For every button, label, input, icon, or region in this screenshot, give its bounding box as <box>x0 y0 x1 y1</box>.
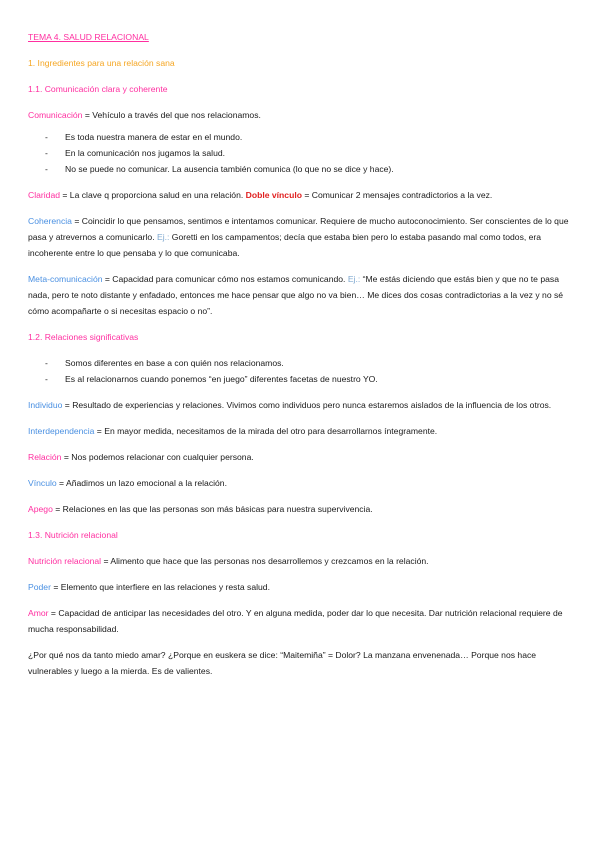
def-doble-vinculo: = Comunicar 2 mensajes contradictorios a la vez. <box>301 190 493 200</box>
def-vinculo: = Añadimos un lazo emocional a la relación. <box>56 478 227 488</box>
definition-claridad <box>28 187 572 203</box>
term-poder: Poder <box>28 582 51 592</box>
def-individuo: = Resultado de experiencias y relaciones. Vivimos como individuos pero nunca estaremos aislados de la influencia de los otros. <box>62 400 552 410</box>
term-coherencia: Coherencia <box>28 216 72 226</box>
relaciones-bullet-list <box>28 355 572 387</box>
term-individuo: Individuo <box>28 400 63 410</box>
subsection-heading-1-1: 1.1. Comunicación clara y coherente <box>28 84 168 94</box>
term-amor: Amor <box>28 608 49 618</box>
document-title: TEMA 4. SALUD RELACIONAL <box>28 32 149 42</box>
example-meta-comunicacion: “Me estás diciendo que estás bien y que no te pasa nada, pero te noto distante y enfadado, entonces me hace pensar que algo no va bien… Me dices dos cosas contradictorias a la vez y no sé cómo acompañarte o si necesitas espacio o no”. <box>28 274 564 316</box>
list-item: - Somos diferentes en base a con quién nos relacionamos. <box>28 355 572 371</box>
def-coherencia: = Coincidir lo que pensamos, sentimos e intentamos comunicar. Requiere de mucho autoconocimiento. Ser conscientes de lo que pasa y atrevernos a comunicarlo. <box>28 216 569 242</box>
term-nutricion-relacional: Nutrición relacional <box>28 556 102 566</box>
definition-meta-comunicacion <box>28 271 572 319</box>
def-claridad: = La clave q proporciona salud en una relación. <box>60 190 246 200</box>
definition-interdependencia <box>28 423 572 439</box>
def-amor: = Capacidad de anticipar las necesidades del otro. Y en alguna medida, poder dar lo que necesita. Dar nutrición relacional requiere de mucha responsabilidad. <box>28 608 563 634</box>
term-comunicacion: Comunicación <box>28 110 83 120</box>
section-heading-1: 1. Ingredientes para una relación sana <box>28 58 175 68</box>
definition-coherencia <box>28 213 572 261</box>
definition-individuo <box>28 397 572 413</box>
example-label: Ej.: <box>156 232 170 242</box>
def-poder: = Elemento que interfiere en las relaciones y resta salud. <box>50 582 270 592</box>
definition-nutricion-relacional <box>28 553 572 569</box>
definition-relacion <box>28 449 572 465</box>
example-coherencia: Goretti en los campamentos; decía que estaba bien pero lo estaba pasando mal como todos, era incoherente entre lo que pensaba y lo que comunicaba. <box>28 232 542 258</box>
term-interdependencia: Interdependencia <box>28 426 95 436</box>
def-comunicacion: = Vehículo a través del que nos relacionamos. <box>82 110 261 120</box>
def-apego: = Relaciones en las que las personas son más básicas para nuestra supervivencia. <box>52 504 373 514</box>
definition-vinculo <box>28 475 572 491</box>
closing-paragraph: ¿Por qué nos da tanto miedo amar? ¿Porque en euskera se dice: “Maitemiña” = Dolor? La manzana envenenada… Porque nos hace vulnerables y luego a la mierda. Es de valientes. <box>28 650 537 676</box>
definition-apego <box>28 501 572 517</box>
def-nutricion-relacional: = Alimento que hace que las personas nos desarrollemos y crezcamos en la relación. <box>101 556 429 566</box>
example-label: Ej.: <box>347 274 361 284</box>
definition-poder <box>28 579 572 595</box>
term-claridad: Claridad <box>28 190 61 200</box>
term-relacion: Relación <box>28 452 62 462</box>
definition-comunicacion <box>28 107 572 123</box>
list-item: - Es al relacionarnos cuando ponemos “en juego” diferentes facetas de nuestro YO. <box>28 371 572 387</box>
comunicacion-bullet-list <box>28 129 572 177</box>
def-relacion: = Nos podemos relacionar con cualquier persona. <box>61 452 254 462</box>
list-item: - En la comunicación nos jugamos la salud. <box>28 145 572 161</box>
def-interdependencia: = En mayor medida, necesitamos de la mirada del otro para desarrollarnos íntegramente. <box>94 426 438 436</box>
subsection-heading-1-3: 1.3. Nutrición relacional <box>28 530 118 540</box>
term-doble-vinculo: Doble vínculo <box>245 190 302 200</box>
term-apego: Apego <box>28 504 53 514</box>
list-item: - No se puede no comunicar. La ausencia también comunica (lo que no se dice y hace). <box>28 161 572 177</box>
term-vinculo: Vínculo <box>28 478 57 488</box>
list-item: - Es toda nuestra manera de estar en el mundo. <box>28 129 572 145</box>
def-meta-comunicacion: = Capacidad para comunicar cómo nos estamos comunicando. <box>102 274 348 284</box>
subsection-heading-1-2: 1.2. Relaciones significativas <box>28 332 139 342</box>
definition-amor <box>28 605 572 637</box>
term-meta-comunicacion: Meta-comunicación <box>28 274 103 284</box>
